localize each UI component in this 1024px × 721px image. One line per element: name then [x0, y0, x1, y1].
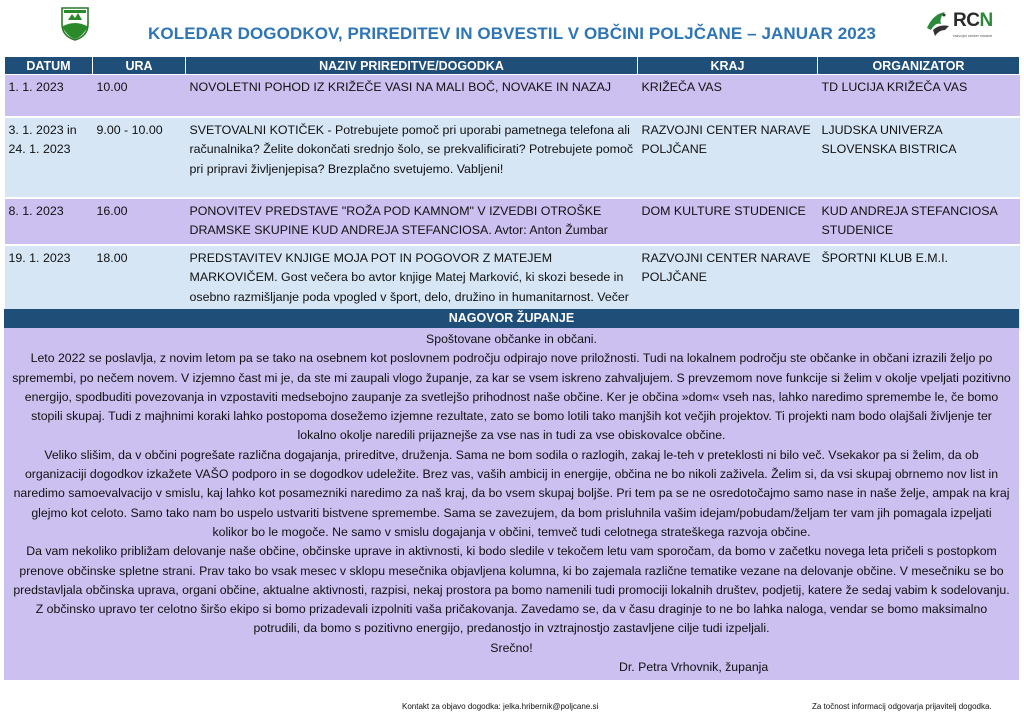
document-header [0, 0, 1024, 54]
table-row [5, 75, 1020, 117]
speech-paragraph: Da vam nekoliko približam delovanje naše občine, občinske uprave in aktivnosti, ki bodo sledile v tekočem letu vam sporočam, da bomo v začetku novega leta pričeli s postopkom prenove občinske spletne strani. Prav tako bo vsak mesec v sklopu mesečnika objavljena kolumna, ki bo zajemala različne tematike vezane na delovanje občine. V mesečniku se bo predstavljala občinska uprava, organi občine, aktualne aktivnosti, razpisi, nekaj prostora pa bomo namenili tudi promociji lokalnih društev, podjetij, katere že sedaj vabim k sodelovanju. [13, 544, 1010, 597]
cell-naziv: NOVOLETNI POHOD IZ KRIŽEČE VASI NA MALI BOČ, NOVAKE IN NAZAJ [186, 75, 638, 117]
cell-organizator: ŠPORTNI KLUB E.M.I. [818, 245, 1020, 331]
bird-logo-icon [923, 8, 953, 42]
table-header-row [5, 57, 1020, 75]
table-row [5, 198, 1020, 245]
table-row [5, 117, 1020, 198]
rcn-logo [923, 8, 1023, 44]
cell-organizator: TD LUCIJA KRIŽEČA VAS [818, 75, 1020, 117]
mayor-speech [4, 328, 1019, 680]
cell-datum: 1. 1. 2023 [5, 75, 93, 117]
speech-closing: Srečno! [490, 640, 533, 655]
speech-paragraph: Leto 2022 se poslavlja, z novim letom pa se tako na osebnem kot poslovnem področju odpirajo nove priložnosti. Tudi na lokalnem področju ste občanke in občani izrazili željo po spremembi, po nečem novem. V izjemno čast mi je, da ste mi zaupali vlogo županje, za kar se vsem iskreno zahvaljujem. S prevzemom nove funkcije si želim v okolje vpeljati pozitivno energijo, spodbuditi povezovanja in vzpostaviti medsebojno zaupanje za svetlejšo prihodnost naše občine. Ker je občina »dom« vseh nas, lahko naredimo spremembe le, če bomo stopili skupaj. Tudi z majhnimi koraki lahko postopoma dosežemo izjemne rezultate, zato se bomo lotili tako manjših kot večjih projektov. Ti projekti nam bodo olajšali življenje ter lokalno okolje naredili prijaznejše za vse nas in tudi za vse obiskovalce občine. [12, 351, 1011, 443]
cell-datum: 19. 1. 2023 [5, 245, 93, 331]
footer-contact: Kontakt za objavo dogodka: jelka.hribernik@poljcane.si [402, 702, 599, 711]
speech-signature: Dr. Petra Vrhovnik, županja [619, 660, 769, 675]
cell-organizator: KUD ANDREJA STEFANCIOSA STUDENICE [818, 198, 1020, 245]
speech-paragraph: Veliko slišim, da v občini pogrešate različna dogajanja, prireditve, druženja. Sama ne bom sodila o razlogih, zakaj le-teh v preteklosti ni bilo več. Vsekakor pa si želim, da ob organizaciji dogodkov izkažete VAŠO podporo in se dogodkov udeležite. Brez vas, vaših ambicij in energije, občina ne bo nikoli zaživela. Želim si, da vsi skupaj obrnemo nov list in naredimo samoevalvacijo v smislu, kaj lahko kot posamezniki naredimo za naš kraj, da bo vsem skupaj boljše. Pri tem pa se ne osredotočajmo samo nase in naše želje, ampak na kraj glejmo kot celoto. Samo tako nam bo uspelo ustvariti bistvene spremembe. Sama se zavezujem, da bom prisluhnila vašim idejam/pobudam/željam ter vam jih pomagala izpeljati kolikor bo le mogoče. Ne samo v smislu dogajanja v občini, temveč tudi celotnega strateškega razvoja občine. [13, 447, 1010, 539]
speech-paragraph: Z občinsko upravo ter celotno širšo ekipo si bomo prizadevali izpolniti vaša pričakovanja. Zavedamo se, da v času draginje to ne bo lahka naloga, vendar se bomo maksimalno potrudili, da bomo s pozitivno energijo, predanostjo in vztrajnostjo zastavljene cilje tudi izpeljali. [35, 602, 988, 636]
column-header-naziv: NAZIV PRIREDITVE/DOGODKA [186, 57, 638, 75]
column-header-datum: DATUM [5, 57, 93, 75]
cell-kraj: RAZVOJNI CENTER NARAVE POLJČANE [638, 117, 818, 198]
cell-kraj: KRIŽEČA VAS [638, 75, 818, 117]
speech-greeting: Spoštovane občanke in občani. [426, 332, 597, 346]
column-header-kraj: KRAJ [638, 57, 818, 75]
column-header-organizator: ORGANIZATOR [818, 57, 1020, 75]
cell-organizator: LJUDSKA UNIVERZA SLOVENSKA BISTRICA [818, 117, 1020, 198]
events-table [4, 56, 1020, 332]
cell-ura: 10.00 [93, 75, 186, 117]
cell-naziv: SVETOVALNI KOTIČEK - Potrebujete pomoč pri uporabi pametnega telefona ali računalnika? Želite dokončati srednjo šolo, se prekvalificirati? Potrebujete pomoč pri pripravi življenjepisa? Brezplačno svetujemo. Vabljeni! [186, 117, 638, 198]
page-title: KOLEDAR DOGODKOV, PRIREDITEV IN OBVESTIL V OBČINI POLJČANE – JANUAR 2023 [148, 24, 876, 43]
column-header-ura: URA [93, 57, 186, 75]
cell-ura: 9.00 - 10.00 [93, 117, 186, 198]
cell-naziv: PONOVITEV PREDSTAVE "ROŽA POD KAMNOM" V IZVEDBI OTROŠKE DRAMSKE SKUPINE KUD ANDREJA STEFANCIOSA. Avtor: Anton Žumbar [186, 198, 638, 245]
footer-disclaimer: Za točnost informacij odgovarja prijavitelj dogodka. [812, 702, 992, 711]
cell-ura: 18.00 [93, 245, 186, 331]
rcn-logo-text: RCN [953, 10, 993, 31]
cell-kraj: RAZVOJNI CENTER NARAVE POLJČANE [638, 245, 818, 331]
speech-heading: NAGOVOR ŽUPANJE [4, 309, 1019, 328]
cell-datum: 3. 1. 2023 in 24. 1. 2023 [5, 117, 93, 198]
cell-naziv: PREDSTAVITEV KNJIGE MOJA POT IN POGOVOR Z MATEJEM MARKOVIČEM. Gost večera bo avtor knjige Matej Marković, ki skozi besede in osebno razmišljanje poda vpogled v šport, delo, družino in humanitarnost. Večer [186, 245, 638, 331]
cell-kraj: DOM KULTURE STUDENICE [638, 198, 818, 245]
cell-datum: 8. 1. 2023 [5, 198, 93, 245]
rcn-logo-subtitle: razvojni center narave [953, 33, 993, 38]
cell-ura: 16.00 [93, 198, 186, 245]
